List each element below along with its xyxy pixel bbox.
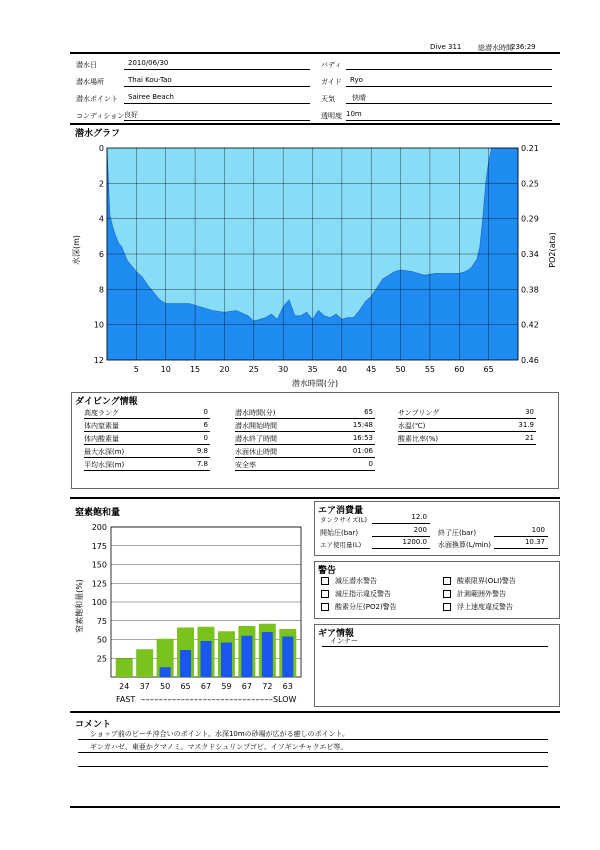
nitrogen-ytick-label: 25 — [96, 654, 107, 664]
diving-info-value: 15:48 — [352, 421, 373, 429]
diving-info-value: 01:06 — [352, 447, 373, 455]
warning-item-5: 計測範囲外警告 — [443, 589, 506, 599]
graph-xtick-label: 30 — [278, 365, 289, 374]
graph-xtick-label: 15 — [189, 365, 201, 374]
graph-y2label: PO2(ata) — [548, 232, 557, 268]
used-value: 1200.0 — [402, 538, 427, 546]
nitrogen-bar-blue — [160, 667, 171, 677]
graph-ytick-label: 4 — [98, 214, 104, 224]
place-value: Thai Kou-Tao — [128, 76, 172, 84]
nitrogen-xtick-label: 50 — [160, 682, 171, 691]
graph-xtick-label: 65 — [483, 365, 494, 374]
diving-info-value: 16:53 — [352, 434, 373, 442]
graph-xtick-label: 20 — [219, 365, 230, 374]
comment-line-3 — [78, 766, 548, 767]
diving-info-row — [398, 421, 536, 432]
diving-info-label: 潜水終了時間 — [235, 435, 277, 443]
visibility-field — [346, 110, 552, 121]
weather-label: 天気 — [321, 95, 335, 103]
warning-checkbox-4[interactable] — [443, 577, 451, 585]
place-label: 潜水場所 — [76, 78, 104, 86]
diving-info-row — [84, 447, 210, 458]
diving-info-label: 平均水深(m) — [84, 461, 125, 469]
used-label: エア使用量(L) — [320, 541, 362, 549]
graph-y2tick-label: 0.42 — [521, 320, 539, 330]
nitrogen-slow: SLOW — [273, 695, 297, 704]
place-field — [124, 76, 310, 87]
nitrogen-xtick-label: 65 — [180, 682, 191, 691]
diving-info-row — [84, 434, 210, 445]
graph-xtick-label: 35 — [307, 365, 318, 374]
nitrogen-xtick-label: 72 — [262, 682, 273, 691]
diving-info-label: 最大水深(m) — [84, 448, 125, 456]
buddy-label: バディ — [321, 61, 342, 69]
warning-item-3: 酸素分圧(PO2)警告 — [321, 602, 397, 612]
graph-xtick-label: 10 — [160, 365, 171, 374]
guide-field — [346, 76, 552, 87]
visibility-value: 10m — [346, 110, 362, 118]
comment-line-1: ショップ前のビーチ沖合いのポイント。水深10mの砂場が広がる癒しのポイント。 — [78, 729, 548, 740]
diving-info-value: 21 — [525, 434, 534, 442]
point-field — [124, 93, 310, 104]
total-time-label: 総潜水時間 — [478, 44, 513, 52]
comment-line-2: ギンガハゼ、東亜かクマノミ、マスクドシュリンプゴビ、イソギンチャクエビ等。 — [78, 742, 548, 753]
nitrogen-chart — [70, 518, 310, 706]
tank-field — [372, 513, 430, 524]
date-field — [124, 59, 310, 70]
nitrogen-bar-blue — [262, 632, 273, 677]
condition-label: コンディション — [76, 112, 125, 120]
nitrogen-ytick-label: 150 — [91, 560, 107, 570]
guide-label: ガイド — [321, 78, 342, 86]
warning-checkbox-3[interactable] — [321, 603, 329, 611]
nitrogen-bar-blue — [221, 643, 232, 678]
graph-ytick-label: 12 — [93, 356, 104, 365]
diving-info-label: 体内窒素量 — [84, 422, 119, 430]
nitrogen-xtick-label: 37 — [139, 682, 150, 691]
nitrogen-dashes: ------------------------------ — [141, 695, 274, 704]
graph-y2tick-label: 0.38 — [521, 285, 539, 295]
condition-value: 良好 — [124, 111, 138, 119]
diving-info-value: 30 — [525, 408, 534, 416]
surface-field — [494, 538, 548, 549]
diving-info-value: 0 — [203, 408, 208, 416]
diving-info-row — [84, 460, 210, 471]
diving-info-value: 7.8 — [196, 460, 208, 468]
start-label: 開始圧(bar) — [320, 529, 359, 537]
point-value: Sairee Beach — [128, 93, 174, 101]
gear-inner: インナー — [330, 637, 358, 645]
nitrogen-bar-blue — [180, 650, 191, 677]
diving-info-row — [235, 447, 375, 458]
gear-inner-field — [322, 636, 548, 647]
nitrogen-xtick-label: 59 — [221, 682, 232, 691]
warning-item-4: 酸素限界(OLI)警告 — [443, 576, 516, 586]
dive-graph — [70, 138, 560, 390]
diving-info-row — [84, 421, 210, 432]
diving-info-value: 0 — [368, 460, 373, 468]
nitrogen-ytick-label: 175 — [91, 541, 107, 551]
diving-info-row — [235, 408, 375, 419]
end-value: 100 — [531, 526, 545, 534]
graph-ytick-label: 8 — [98, 285, 104, 295]
nitrogen-ytick-label: 100 — [91, 598, 107, 607]
tank-value: 12.0 — [411, 513, 427, 521]
graph-ytick-label: 6 — [98, 250, 104, 259]
dive-number: Dive 311 — [430, 43, 462, 51]
condition-field — [124, 110, 310, 121]
graph-xtick-label: 45 — [366, 365, 377, 374]
diving-info-row — [398, 408, 536, 419]
top-rule — [70, 52, 560, 54]
graph-xtick-label: 40 — [336, 365, 347, 374]
graph-y2tick-label: 0.34 — [521, 250, 539, 259]
graph-ylabel: 水深(m) — [72, 234, 81, 266]
diving-info-label: 潜水開始時間 — [235, 422, 277, 430]
date-value: 2010/06/30 — [128, 59, 169, 67]
end-field — [494, 526, 548, 537]
diving-info-label: 安全率 — [235, 461, 256, 469]
nitrogen-ytick-label: 125 — [91, 579, 107, 589]
start-value: 200 — [413, 526, 427, 534]
graph-xtick-label: 55 — [424, 365, 436, 374]
nitrogen-bar-blue — [241, 636, 252, 677]
diving-info-label: 酸素比率(%) — [398, 435, 439, 443]
nitrogen-title: 窒素飽和量 — [75, 508, 121, 518]
diving-info-row — [235, 434, 375, 445]
graph-y2tick-label: 0.21 — [521, 144, 539, 153]
diving-info-label: サンプリング — [398, 409, 440, 417]
warning-item-6: 浮上速度違反警告 — [443, 602, 513, 612]
graph-xtick-label: 50 — [395, 365, 406, 374]
nitrogen-bar-green — [116, 658, 133, 677]
tank-label: タンクサイズ(L) — [320, 516, 368, 524]
warning-item-1: 減圧潜水警告 — [321, 576, 377, 586]
nitrogen-bar-blue — [201, 641, 212, 677]
buddy-field — [346, 59, 552, 70]
surface-value: 10.37 — [524, 538, 545, 546]
diving-info-row — [235, 421, 375, 432]
section-rule-1 — [70, 123, 560, 125]
nitrogen-xtick-label: 67 — [241, 682, 252, 691]
date-label: 潜水日 — [76, 61, 97, 69]
diving-info-row — [84, 408, 210, 419]
graph-xtick-label: 5 — [133, 365, 139, 374]
diving-info-value: 9.8 — [196, 447, 208, 455]
warning-checkbox-2[interactable] — [321, 590, 329, 598]
diving-info-title: ダイビング情報 — [75, 397, 138, 407]
guide-value: Ryo — [350, 76, 363, 84]
graph-xtick-label: 60 — [454, 365, 465, 374]
diving-info-value: 65 — [364, 408, 373, 416]
diving-info-value: 31.9 — [518, 421, 534, 429]
section-rule-3 — [70, 711, 560, 713]
graph-y2tick-label: 0.29 — [521, 214, 539, 224]
point-label: 潜水ポイント — [76, 95, 118, 103]
total-time: 236:29 — [511, 43, 536, 51]
diving-info-label: 水面休止時間 — [235, 448, 277, 456]
graph-xlabel: 潜水時間(分) — [291, 379, 339, 388]
nitrogen-bar-green — [136, 649, 153, 677]
gear-title: ギア情報 — [318, 629, 355, 639]
graph-title: 潜水グラフ — [75, 129, 121, 139]
warning-title: 警告 — [318, 566, 337, 576]
visibility-label: 透明度 — [321, 112, 342, 120]
diving-info-row — [398, 434, 536, 445]
warning-checkbox-6[interactable] — [443, 603, 451, 611]
section-rule-2 — [70, 497, 560, 499]
warning-item-2: 減圧指示違反警告 — [321, 589, 391, 599]
graph-ytick-label: 10 — [93, 320, 104, 330]
diving-info-label: 水温(℃) — [398, 422, 426, 430]
graph-y2tick-label: 0.25 — [521, 179, 539, 189]
nitrogen-ylabel: 窒素飽和量(%) — [75, 579, 84, 633]
start-field — [372, 526, 430, 537]
nitrogen-xtick-label: 24 — [119, 682, 130, 691]
graph-ytick-label: 2 — [98, 179, 104, 189]
weather-field — [346, 93, 552, 104]
air-title: エア消費量 — [318, 506, 364, 516]
bottom-rule — [70, 806, 560, 808]
nitrogen-ytick-label: 200 — [91, 523, 107, 532]
weather-value: 快晴 — [352, 94, 366, 102]
diving-info-value: 6 — [203, 421, 208, 429]
warning-checkbox-1[interactable] — [321, 577, 329, 585]
nitrogen-ytick-label: 75 — [96, 616, 107, 626]
end-label: 終了圧(bar) — [438, 529, 477, 537]
nitrogen-xtick-label: 63 — [282, 682, 293, 691]
comment-title: コメント — [75, 720, 112, 730]
nitrogen-bar-blue — [282, 637, 293, 678]
warning-checkbox-5[interactable] — [443, 590, 451, 598]
diving-info-label: 高度ランク — [84, 409, 119, 417]
nitrogen-ytick-label: 50 — [96, 635, 107, 645]
graph-ytick-label: 0 — [98, 144, 104, 153]
nitrogen-fast: FAST — [116, 695, 136, 704]
surface-label: 水面換算(L/min) — [438, 541, 491, 549]
graph-y2tick-label: 0.46 — [521, 356, 539, 365]
used-field — [372, 538, 430, 549]
diving-info-label: 潜水時間(分) — [235, 409, 276, 417]
nitrogen-xtick-label: 67 — [200, 682, 212, 691]
diving-info-label: 体内酸素量 — [84, 435, 119, 443]
diving-info-row — [235, 460, 375, 471]
graph-xtick-label: 25 — [248, 365, 259, 374]
diving-info-value: 0 — [203, 434, 208, 442]
